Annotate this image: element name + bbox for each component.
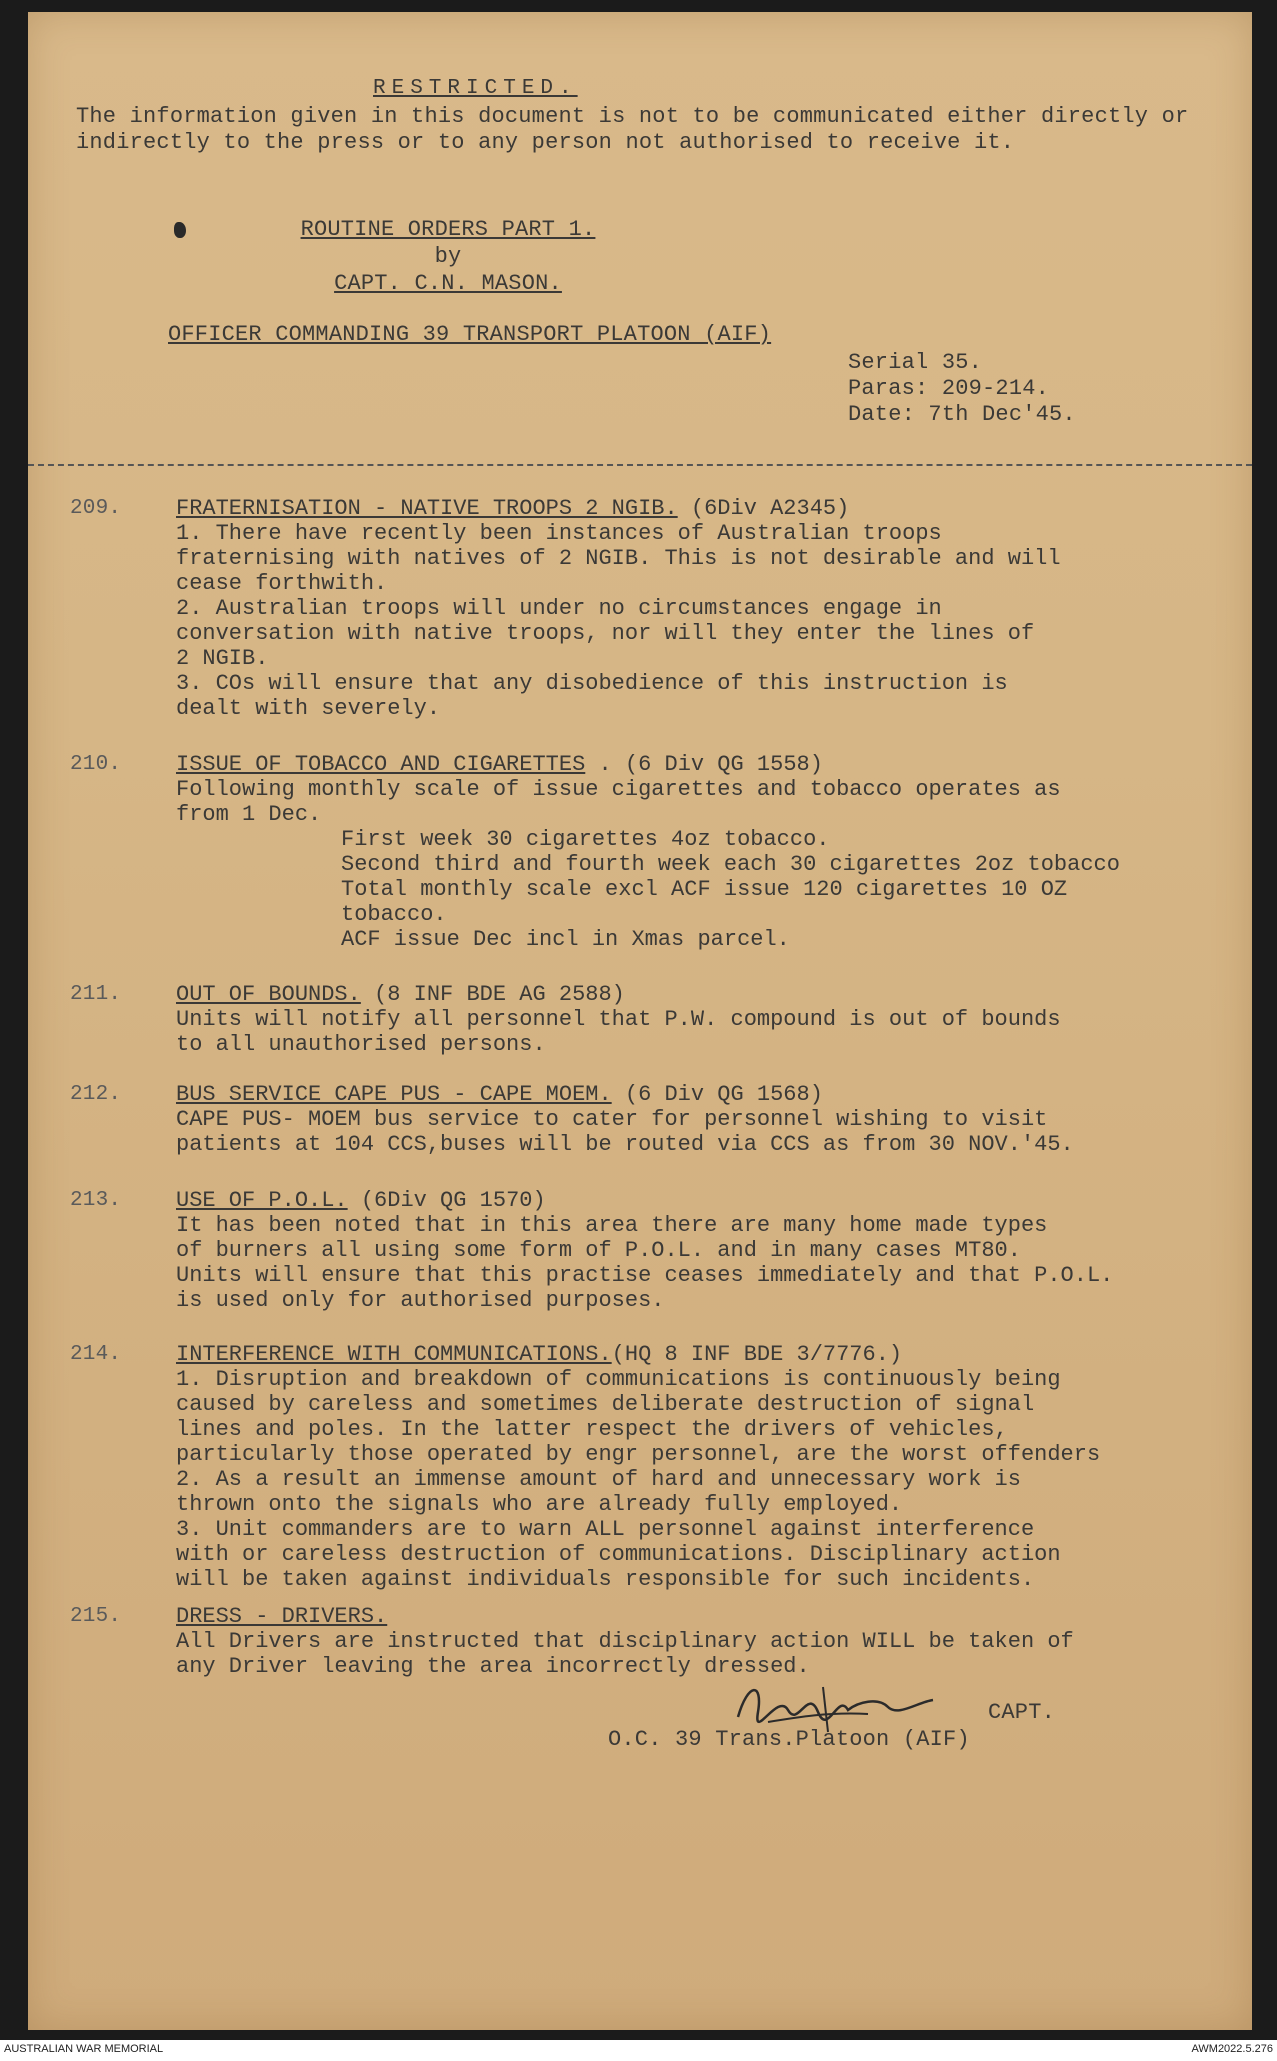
paragraph-line: fraternising with natives of 2 NGIB. This is not desirable and will [176,546,1061,571]
paragraph-heading: INTERFERENCE WITH COMMUNICATIONS. [176,1342,612,1367]
paragraph-heading-line [176,1082,1236,1107]
paragraph-reference: (6 Div QG 1568) [611,1082,823,1107]
paragraph-heading-line [176,1342,1236,1367]
paragraph-line: any Driver leaving the area incorrectly dressed. [176,1654,810,1679]
paragraph-line: 2 NGIB. [176,646,269,671]
paragraph-heading: DRESS - DRIVERS. [176,1604,388,1629]
archive-footer [0,2040,1277,2061]
header-divider [28,464,1252,466]
paragraph-heading: BUS SERVICE CAPE PUS - CAPE MOEM. [176,1082,612,1107]
paragraph-body [176,1342,1236,1592]
paragraph-number: 211. [70,983,122,1006]
paragraph-line: cease forthwith. [176,571,388,596]
paragraph-line: 3. Unit commanders are to warn ALL personnel against interference [176,1517,1035,1542]
paragraph-line: will be taken against individuals responsible for such incidents. [176,1567,1035,1592]
paragraph-line: CAPE PUS- MOEM bus service to cater for personnel wishing to visit [176,1107,1048,1132]
paragraph-line: Units will ensure that this practise ceases immediately and that P.O.L. [176,1263,1114,1288]
footer-institution: AUSTRALIAN WAR MEMORIAL [4,2043,164,2055]
paragraph-line: from 1 Dec. [176,802,322,827]
paragraph-reference: (6Div QG 1570) [347,1188,546,1213]
footer-catalogue-id: AWM2022.5.276 [1191,2043,1273,2055]
title-line-3: CAPT. C.N. MASON. [334,271,562,296]
signature-rank: CAPT. [988,1700,1056,1725]
paragraph-line: to all unauthorised persons. [176,1032,546,1057]
paragraph-reference: (8 INF BDE AG 2588) [360,982,625,1007]
title-line-2: by [434,244,462,269]
paragraph-line: It has been noted that in this area there are many home made types [176,1213,1048,1238]
paragraph-heading: ISSUE OF TOBACCO AND CIGARETTES [176,752,586,777]
paragraph-heading: USE OF P.O.L. [176,1188,348,1213]
paragraph-line: conversation with native troops, nor will they enter the lines of [176,621,1035,646]
paragraph-line: thrown onto the signals who are already fully employed. [176,1492,903,1517]
paragraph-line: with or careless destruction of communications. Disciplinary action [176,1542,1061,1567]
paragraph-line: 1. Disruption and breakdown of communications is continuously being [176,1367,1061,1392]
paragraph-number: 213. [70,1189,122,1212]
paragraph-heading-line [176,1188,1236,1213]
paragraph-body [176,1188,1236,1313]
paragraph-line: patients at 104 CCS,buses will be routed via CCS as from 30 NOV.'45. [176,1132,1074,1157]
paragraph-reference: (HQ 8 INF BDE 3/7776.) [611,1342,903,1367]
paragraph-reference: (6Div A2345) [677,496,850,521]
paragraph-line: All Drivers are instructed that disciplinary action WILL be taken of [176,1629,1074,1654]
paragraph-heading: OUT OF BOUNDS. [176,982,361,1007]
paragraph-line: caused by careless and sometimes deliberate destruction of signal [176,1392,1035,1417]
paragraph-line: 3. COs will ensure that any disobedience of this instruction is [176,671,1008,696]
paragraph-subline: ACF issue Dec incl in Xmas parcel. [341,927,790,952]
restricted-heading: RESTRICTED. [373,77,578,100]
paragraph-line: lines and poles. In the latter respect the drivers of vehicles, [176,1417,1008,1442]
paragraph-body [176,1082,1236,1157]
paragraph-body [176,752,1236,952]
paragraph-body [176,1604,1236,1679]
paragraph-line: particularly those operated by engr personnel, are the worst offenders [176,1442,1101,1467]
paragraph-heading-line [176,982,1236,1007]
paragraph-body [176,496,1236,721]
paragraph-number: 210. [70,753,122,776]
serial-number: Serial 35. [848,350,983,375]
paragraph-subline: Total monthly scale excl ACF issue 120 cigarettes 10 OZ [341,877,1068,902]
document-page [28,12,1252,2030]
paragraph-number: 214. [70,1343,122,1366]
paragraph-line: 1. There have recently been instances of Australian troops [176,521,942,546]
paragraph-number: 215. [70,1605,122,1628]
paragraph-subline: Second third and fourth week each 30 cigarettes 2oz tobacco [341,852,1120,877]
paragraph-line: 2. Australian troops will under no circumstances engage in [176,596,942,621]
paragraph-reference: . (6 Div QG 1558) [585,752,823,777]
unit-heading: OFFICER COMMANDING 39 TRANSPORT PLATOON (AIF) [168,322,772,347]
paragraph-line: 2. As a result an immense amount of hard and unnecessary work is [176,1467,1021,1492]
paragraph-body [176,982,1236,1057]
paragraph-heading: FRATERNISATION - NATIVE TROOPS 2 NGIB. [176,496,678,521]
paragraph-line: is used only for authorised purposes. [176,1288,665,1313]
paragraph-line: of burners all using some form of P.O.L. and in many cases MT80. [176,1238,1021,1263]
paragraph-heading-line [176,1604,1236,1629]
title-line-1: ROUTINE ORDERS PART 1. [300,217,596,242]
paras-range: Paras: 209-214. [848,376,1050,401]
paragraph-number: 212. [70,1083,122,1106]
paragraph-number: 209. [70,497,122,520]
paragraph-line: Following monthly scale of issue cigarettes and tobacco operates as [176,777,1061,802]
paragraph-subline: tobacco. [341,902,447,927]
paragraph-line: Units will notify all personnel that P.W. compound is out of bounds [176,1007,1061,1032]
paragraph-heading-line [176,752,1236,777]
paragraph-line: dealt with severely. [176,696,441,721]
signature-title: O.C. 39 Trans.Platoon (AIF) [608,1727,970,1752]
paragraph-subline: First week 30 cigarettes 4oz tobacco. [341,827,830,852]
order-date: Date: 7th Dec'45. [848,402,1076,427]
paragraph-heading-line [176,496,1236,521]
security-warning: The information given in this document is not to be communicated either directly or indirectly to the press or to any person not authorised to receive it. [76,104,1189,155]
